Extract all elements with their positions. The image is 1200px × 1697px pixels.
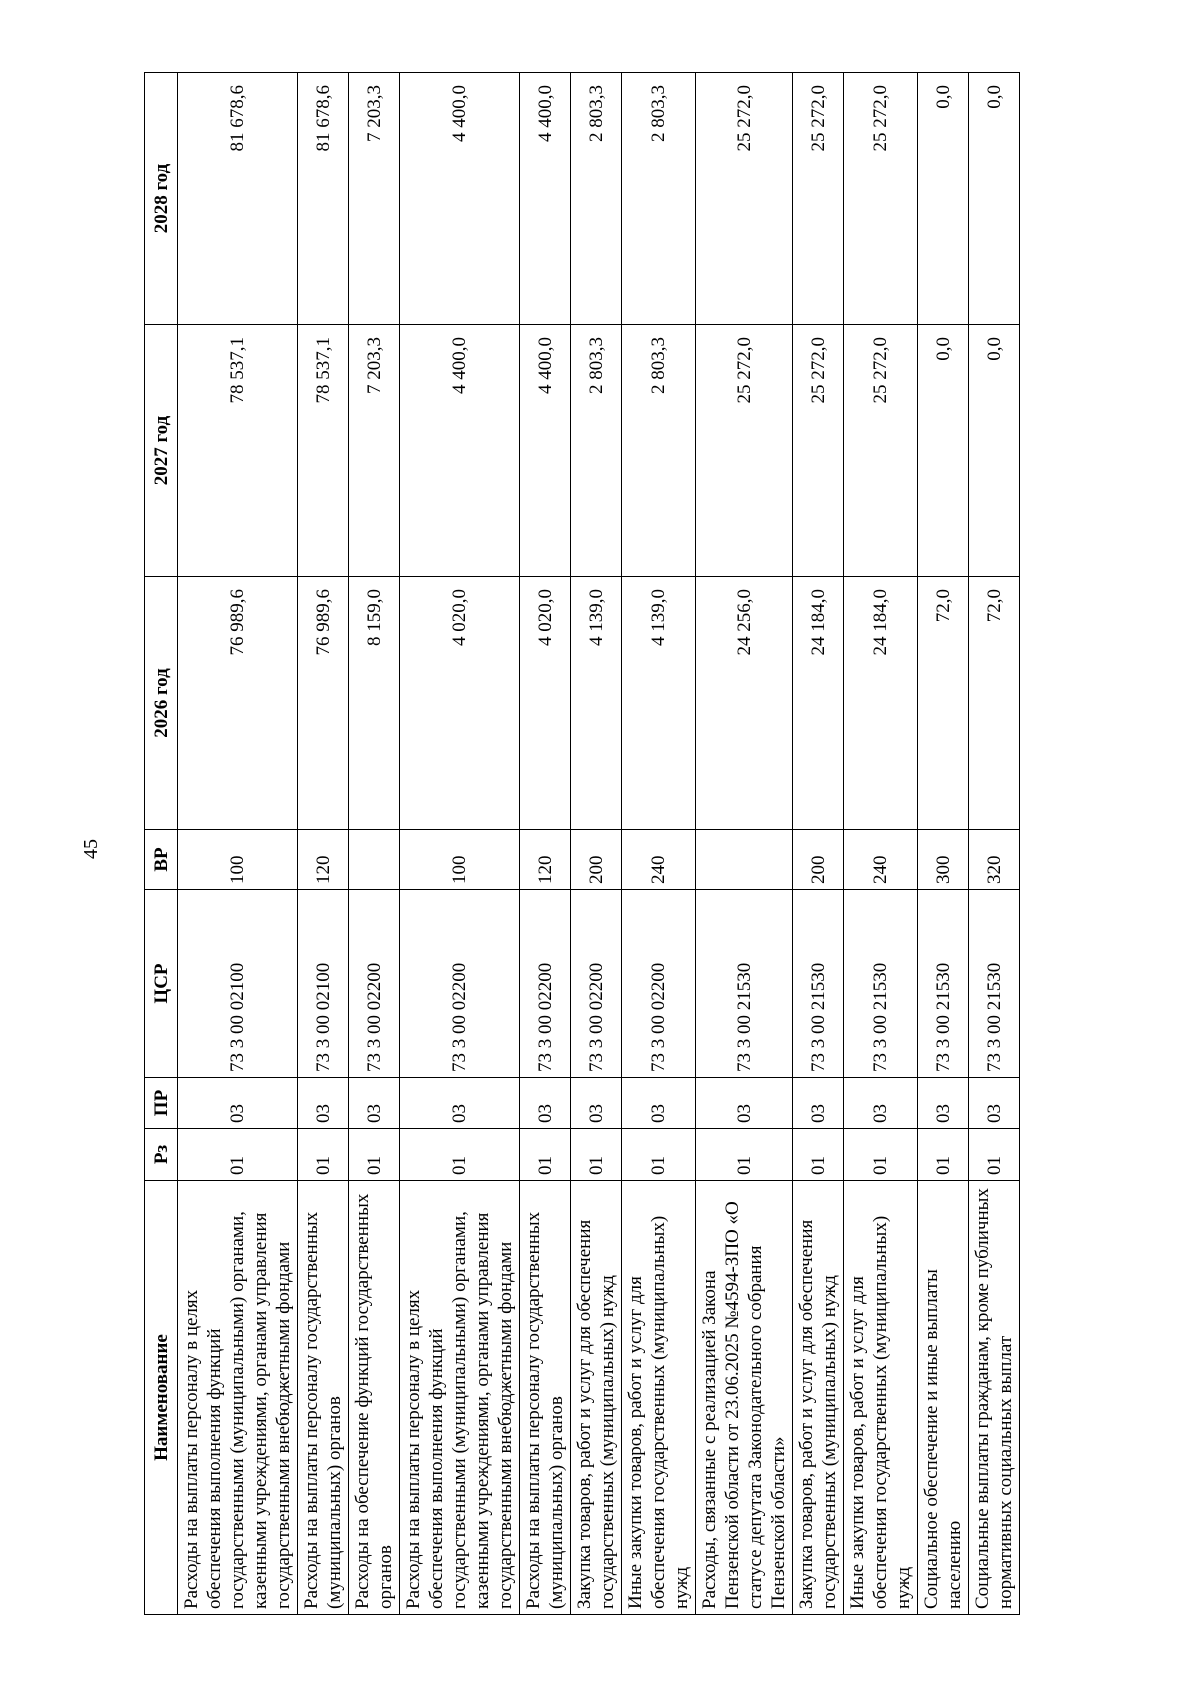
page-number: 45 xyxy=(80,839,102,859)
cell-2028: 2 803,3 xyxy=(622,73,696,325)
cell-rz: 01 xyxy=(844,1129,918,1181)
cell-2027: 25 272,0 xyxy=(844,325,918,577)
cell-2026: 76 989,6 xyxy=(178,577,298,830)
cell-name: Расходы на выплаты персоналу государственных (муниципальных) органов xyxy=(520,1181,571,1615)
cell-2027: 7 203,3 xyxy=(349,325,400,577)
cell-2027: 78 537,1 xyxy=(178,325,298,577)
cell-2027: 4 400,0 xyxy=(400,325,520,577)
cell-2026: 24 184,0 xyxy=(793,577,844,830)
cell-rz: 01 xyxy=(969,1129,1020,1181)
cell-csr: 73 3 00 02200 xyxy=(349,890,400,1078)
cell-csr: 73 3 00 21530 xyxy=(969,890,1020,1078)
cell-name: Иные закупки товаров, работ и услуг для обеспечения государственных (муниципальных) нужд xyxy=(622,1181,696,1615)
table-row xyxy=(178,73,298,1615)
table-row xyxy=(969,73,1020,1615)
cell-name: Расходы на выплаты персоналу в целях обеспечения выполнения функций государственными (муниципальными) органами, казенными учреждениями, органами управления государственными внебюджетными фондами xyxy=(400,1181,520,1615)
budget-table xyxy=(144,72,1020,1615)
cell-2026: 72,0 xyxy=(969,577,1020,830)
cell-csr: 73 3 00 21530 xyxy=(696,890,793,1078)
cell-vr: 100 xyxy=(400,830,520,890)
cell-2028: 0,0 xyxy=(969,73,1020,325)
cell-pr: 03 xyxy=(400,1078,520,1129)
header-2026: 2026 год xyxy=(145,577,178,830)
cell-rz: 01 xyxy=(918,1129,969,1181)
cell-2027: 0,0 xyxy=(918,325,969,577)
header-2027: 2027 год xyxy=(145,325,178,577)
cell-vr xyxy=(696,830,793,890)
table-row xyxy=(400,73,520,1615)
cell-pr: 03 xyxy=(969,1078,1020,1129)
cell-pr: 03 xyxy=(793,1078,844,1129)
cell-pr: 03 xyxy=(696,1078,793,1129)
cell-csr: 73 3 00 21530 xyxy=(793,890,844,1078)
cell-vr: 120 xyxy=(520,830,571,890)
cell-csr: 73 3 00 02100 xyxy=(298,890,349,1078)
table-row xyxy=(918,73,969,1615)
cell-2028: 0,0 xyxy=(918,73,969,325)
table-row xyxy=(298,73,349,1615)
cell-pr: 03 xyxy=(844,1078,918,1129)
header-2028: 2028 год xyxy=(145,73,178,325)
cell-name: Социальные выплаты гражданам, кроме публичных нормативных социальных выплат xyxy=(969,1181,1020,1615)
cell-2026: 72,0 xyxy=(918,577,969,830)
cell-2027: 0,0 xyxy=(969,325,1020,577)
cell-vr: 300 xyxy=(918,830,969,890)
cell-rz: 01 xyxy=(349,1129,400,1181)
cell-2028: 81 678,6 xyxy=(298,73,349,325)
cell-rz: 01 xyxy=(696,1129,793,1181)
cell-2027: 4 400,0 xyxy=(520,325,571,577)
table-row xyxy=(793,73,844,1615)
cell-csr: 73 3 00 02200 xyxy=(520,890,571,1078)
table-row xyxy=(844,73,918,1615)
cell-csr: 73 3 00 02200 xyxy=(400,890,520,1078)
cell-2026: 24 184,0 xyxy=(844,577,918,830)
cell-2026: 4 139,0 xyxy=(622,577,696,830)
cell-rz: 01 xyxy=(178,1129,298,1181)
table-row xyxy=(571,73,622,1615)
cell-2028: 25 272,0 xyxy=(696,73,793,325)
cell-pr: 03 xyxy=(622,1078,696,1129)
cell-2027: 25 272,0 xyxy=(696,325,793,577)
cell-2027: 2 803,3 xyxy=(571,325,622,577)
cell-2028: 2 803,3 xyxy=(571,73,622,325)
cell-name: Расходы, связанные с реализацией Закона Пензенской области от 23.06.2025 №4594-ЗПО «О статусе депутата Законодательного собрания Пензенской области» xyxy=(696,1181,793,1615)
table-row xyxy=(349,73,400,1615)
cell-2028: 25 272,0 xyxy=(844,73,918,325)
cell-vr: 320 xyxy=(969,830,1020,890)
cell-rz: 01 xyxy=(520,1129,571,1181)
cell-2028: 4 400,0 xyxy=(520,73,571,325)
cell-2028: 4 400,0 xyxy=(400,73,520,325)
cell-name: Расходы на выплаты персоналу в целях обеспечения выполнения функций государственными (муниципальными) органами, казенными учреждениями, органами управления государственными внебюджетными фондами xyxy=(178,1181,298,1615)
cell-name: Закупка товаров, работ и услуг для обеспечения государственных (муниципальных) нужд xyxy=(571,1181,622,1615)
cell-2027: 78 537,1 xyxy=(298,325,349,577)
rotated-table-area xyxy=(144,73,1200,1609)
cell-2027: 25 272,0 xyxy=(793,325,844,577)
cell-2028: 81 678,6 xyxy=(178,73,298,325)
cell-vr: 100 xyxy=(178,830,298,890)
cell-2026: 4 020,0 xyxy=(520,577,571,830)
cell-rz: 01 xyxy=(400,1129,520,1181)
cell-name: Расходы на обеспечение функций государственных органов xyxy=(349,1181,400,1615)
header-rz: Рз xyxy=(145,1129,178,1181)
cell-name: Социальное обеспечение и иные выплаты населению xyxy=(918,1181,969,1615)
cell-pr: 03 xyxy=(349,1078,400,1129)
table-row xyxy=(622,73,696,1615)
cell-2028: 7 203,3 xyxy=(349,73,400,325)
cell-rz: 01 xyxy=(622,1129,696,1181)
cell-csr: 73 3 00 21530 xyxy=(844,890,918,1078)
cell-csr: 73 3 00 21530 xyxy=(918,890,969,1078)
cell-vr xyxy=(349,830,400,890)
table-row xyxy=(520,73,571,1615)
cell-csr: 73 3 00 02100 xyxy=(178,890,298,1078)
cell-name: Закупка товаров, работ и услуг для обеспечения государственных (муниципальных) нужд xyxy=(793,1181,844,1615)
table-row xyxy=(696,73,793,1615)
cell-pr: 03 xyxy=(571,1078,622,1129)
cell-vr: 240 xyxy=(844,830,918,890)
cell-2026: 8 159,0 xyxy=(349,577,400,830)
cell-rz: 01 xyxy=(298,1129,349,1181)
cell-2026: 4 020,0 xyxy=(400,577,520,830)
header-vr: ВР xyxy=(145,830,178,890)
cell-2026: 76 989,6 xyxy=(298,577,349,830)
cell-2027: 2 803,3 xyxy=(622,325,696,577)
rotated-table-inner xyxy=(144,73,1037,1615)
cell-pr: 03 xyxy=(520,1078,571,1129)
cell-pr: 03 xyxy=(298,1078,349,1129)
cell-csr: 73 3 00 02200 xyxy=(622,890,696,1078)
cell-2026: 4 139,0 xyxy=(571,577,622,830)
cell-name: Расходы на выплаты персоналу государственных (муниципальных) органов xyxy=(298,1181,349,1615)
cell-pr: 03 xyxy=(178,1078,298,1129)
cell-2028: 25 272,0 xyxy=(793,73,844,325)
cell-name: Иные закупки товаров, работ и услуг для обеспечения государственных (муниципальных) нужд xyxy=(844,1181,918,1615)
cell-rz: 01 xyxy=(571,1129,622,1181)
header-name: Наименование xyxy=(145,1181,178,1615)
header-row xyxy=(145,73,178,1615)
cell-rz: 01 xyxy=(793,1129,844,1181)
cell-csr: 73 3 00 02200 xyxy=(571,890,622,1078)
header-pr: ПР xyxy=(145,1078,178,1129)
cell-pr: 03 xyxy=(918,1078,969,1129)
cell-vr: 120 xyxy=(298,830,349,890)
cell-2026: 24 256,0 xyxy=(696,577,793,830)
cell-vr: 200 xyxy=(571,830,622,890)
cell-vr: 200 xyxy=(793,830,844,890)
cell-vr: 240 xyxy=(622,830,696,890)
header-csr: ЦСР xyxy=(145,890,178,1078)
